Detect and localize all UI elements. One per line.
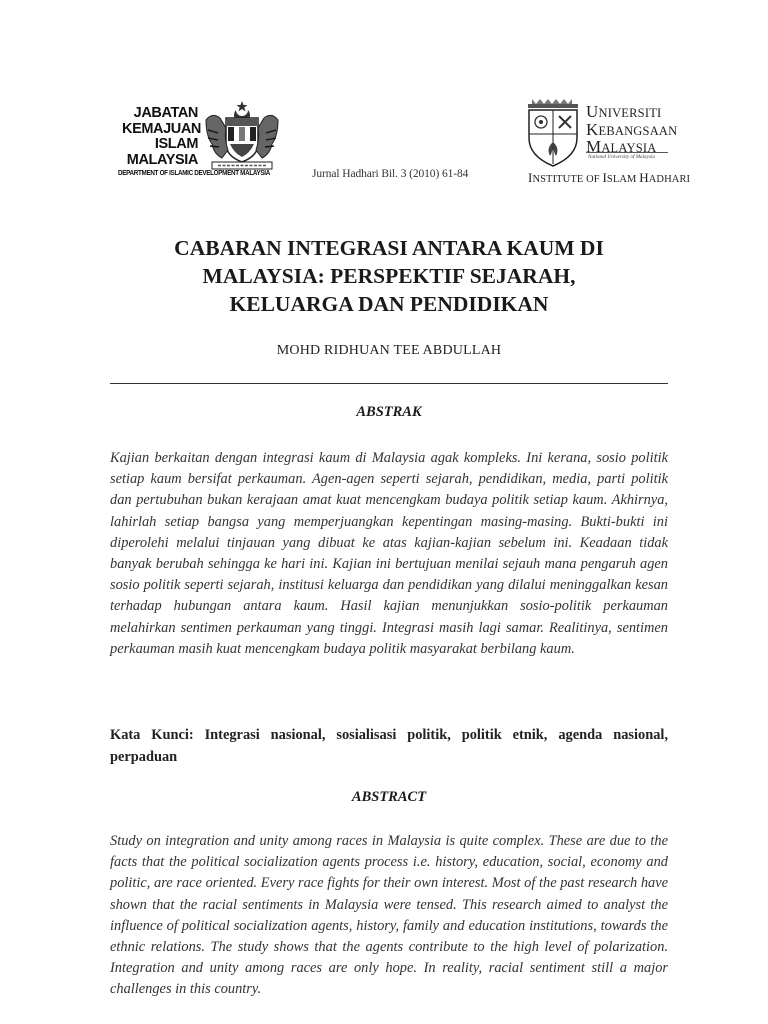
jakim-logo-text — [122, 105, 201, 168]
institute-cap: I — [528, 170, 533, 185]
article-title — [110, 234, 668, 318]
ukm-name-cap: M — [586, 137, 602, 156]
journal-citation: Jurnal Hadhari Bil. 3 (2010) 61-84 — [312, 168, 469, 180]
ukm-subtitle: National University of Malaysia — [588, 154, 655, 160]
abstract-paragraph: Study on integration and unity among races in Malaysia is quite complex. These are due to the facts that the political socialization agents process i.e. history, education, social, economy and politic, are race oriented. Every race fights for their own interest. Most of the past research have shown that the racial sentiments in Malaysia were tensed. This research aimed to analyst the influence of political socialization agents, history, family and education institutions, towards the ethnic relations. The study shows that the agents contribute to the high level of polarization. Integration and unity among races are only hope. In reality, racial sentiment still a major challenges in this country. — [110, 833, 668, 998]
jakim-line: ISLAM — [154, 136, 198, 152]
jakim-line: KEMAJUAN — [122, 120, 201, 137]
ukm-name-rest: EBANGSAAN — [598, 123, 678, 138]
author-name: MOHD RIDHUAN TEE ABDULLAH — [276, 343, 502, 358]
abstrak-paragraph: Kajian berkaitan dengan integrasi kaum di Malaysia agak kompleks. Ini kerana, sosio politik setiap kaum bersifat perkauman. Agen-agen seperti sejarah, pendidikan, media, parti politik dan pertubuhan bukan kerajaan amat kuat mencengkam budaya politik setiap kaum. Akhirnya, lahirlah setiap bangsa yang memperjuangkan kepentingan masing-masing. Bukti-bukti ini diperolehi melalui tinjauan yang dibuat ke atas kajian-kajian sebelum ini. Keadaan tidak banyak berubah sehingga ke hari ini. Kajian ini bertujuan menilai sejauh mana pengaruh agen sosio politik seperti sejarah, institusi keluarga dan pendidikan yang dilalui meninggalkan kesan terhadap hubungan antara kaum. Hasil kajian menunjukkan sosio-politik perkauman melahirkan sentimen perkauman yang tinggi. Integrasi masih lagi samar. Realitinya, sentimen perkauman masih kuat mencengkam budaya politik masyarakat berbilang kaum. — [110, 450, 668, 657]
ukm-name — [586, 104, 677, 157]
ukm-name-cap: U — [586, 102, 599, 121]
title-line: MALAYSIA: PERSPEKTIF SEJARAH, — [202, 264, 576, 288]
ukm-name-cap: K — [586, 119, 599, 139]
page-header — [0, 96, 768, 191]
ukm-shield-icon — [526, 98, 580, 168]
institute-cap: I — [602, 170, 607, 185]
jakim-department-name: DEPARTMENT OF ISLAMIC DEVELOPMENT MALAYSIA — [118, 170, 270, 177]
keywords — [110, 725, 668, 768]
institute-name — [528, 170, 690, 186]
ukm-name-rest: ALAYSIA — [601, 141, 657, 155]
title-line: KELUARGA DAN PENDIDIKAN — [229, 292, 549, 316]
horizontal-rule — [110, 383, 668, 384]
jakim-line: MALAYSIA — [126, 151, 198, 168]
keywords-text: Integrasi nasional, sosialisasi politik, politik etnik, agenda nasional, perpaduan — [110, 727, 668, 765]
jakim-line: JABATAN — [133, 105, 198, 121]
abstract-heading: ABSTRACT — [351, 789, 427, 805]
institute-word: ADHARI — [648, 174, 691, 185]
keywords-label: Kata Kunci: — [110, 727, 194, 743]
ukm-name-rest: NIVERSITI — [598, 106, 662, 120]
institute-word: SLAM — [606, 174, 640, 185]
title-line: CABARAN INTEGRASI ANTARA KAUM DI — [174, 236, 604, 260]
ukm-divider — [586, 152, 668, 153]
institute-cap: H — [639, 170, 649, 185]
coat-of-arms-icon — [200, 100, 284, 172]
institute-word: NSTITUTE OF — [532, 174, 603, 185]
abstrak-heading: ABSTRAK — [356, 404, 422, 420]
